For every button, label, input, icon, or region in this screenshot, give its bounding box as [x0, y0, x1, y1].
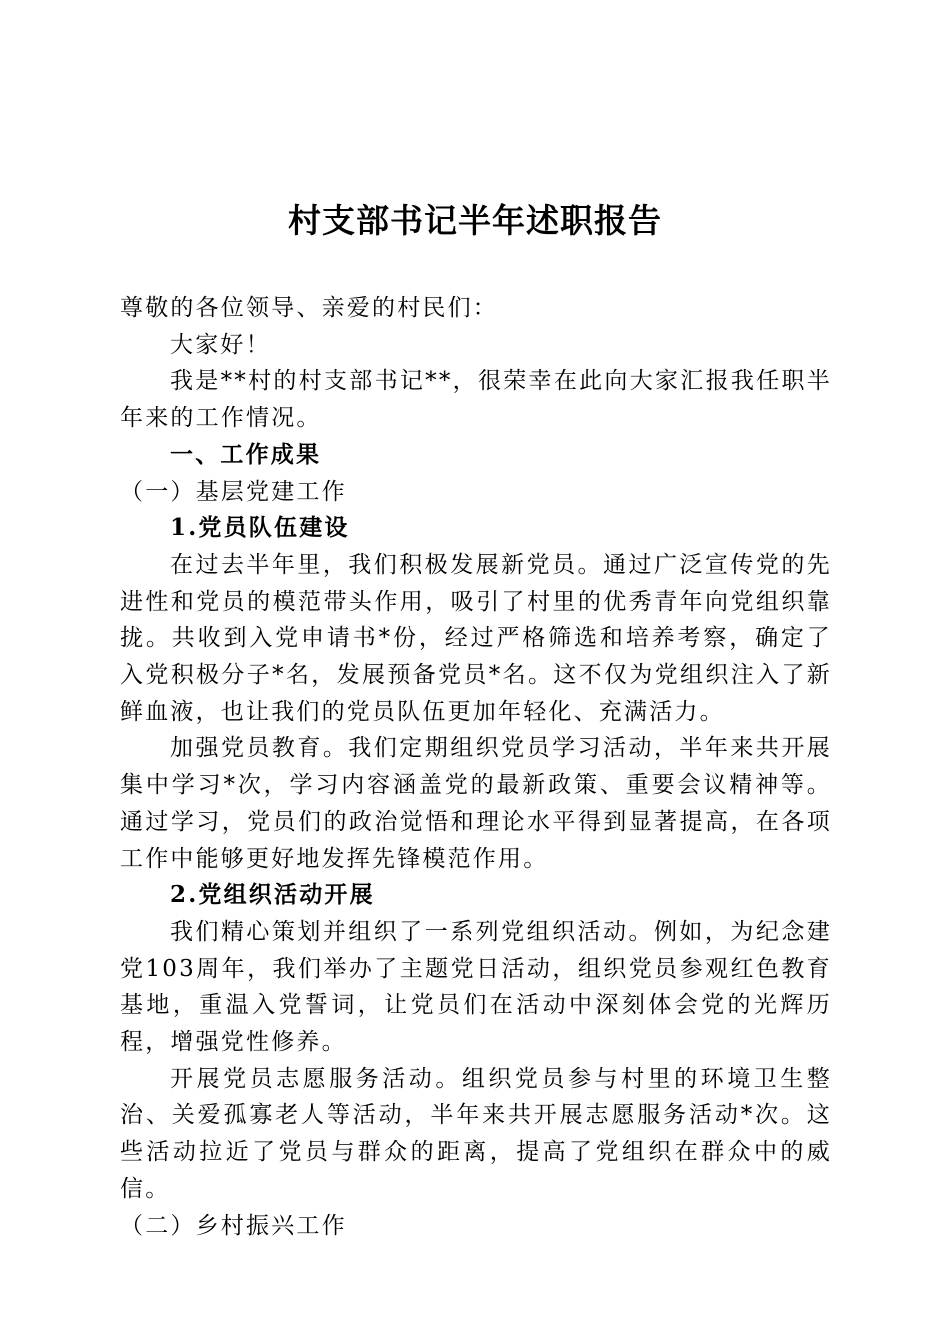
salutation: 尊敬的各位领导、亲爱的村民们： [120, 295, 498, 321]
item-heading: 1.党员队伍建设 [170, 514, 350, 542]
paragraph: 我们精心策划并组织了一系列党组织活动。例如，为纪念建党103周年，我们举办了主题党日活动，组织党员参观红色教育基地，重温入党誓词，让党员们在活动中深刻体会党的光辉历程，增强党性修养。 [120, 918, 832, 1056]
subsection-heading: （二）乡村振兴工作 [120, 1212, 347, 1239]
paragraph: 加强党员教育。我们定期组织党员学习活动，半年来共开展集中学习*次，学习内容涵盖党的最新政策、重要会议精神等。通过学习，党员们的政治觉悟和理论水平得到显著提高，在各项工作中能够更好地发挥先锋模范作用。 [120, 735, 832, 872]
document-title: 村支部书记半年述职报告 [288, 201, 662, 240]
subsection-heading: （一）基层党建工作 [120, 478, 347, 505]
paragraph: 在过去半年里，我们积极发展新党员。通过广泛宣传党的先进性和党员的模范带头作用，吸引了村里的优秀青年向党组织靠拢。共收到入党申请书*份，经过严格筛选和培养考察，确定了入党积极分子*名，发展预备党员*名。这不仅为党组织注入了新鲜血液，也让我们的党员队伍更加年轻化、充满活力。 [120, 551, 832, 725]
intro-paragraph: 我是**村的村支部书记**，很荣幸在此向大家汇报我任职半年来的工作情况。 [120, 368, 832, 432]
greeting: 大家好！ [170, 331, 271, 358]
document-body [120, 290, 832, 1244]
section-heading: 一、工作成果 [170, 440, 322, 468]
paragraph: 开展党员志愿服务活动。组织党员参与村里的环境卫生整治、关爱孤寡老人等活动，半年来共开展志愿服务活动*次。这些活动拉近了党员与群众的距离，提高了党组织在群众中的威信。 [120, 1065, 832, 1202]
item-heading: 2.党组织活动开展 [170, 881, 375, 909]
